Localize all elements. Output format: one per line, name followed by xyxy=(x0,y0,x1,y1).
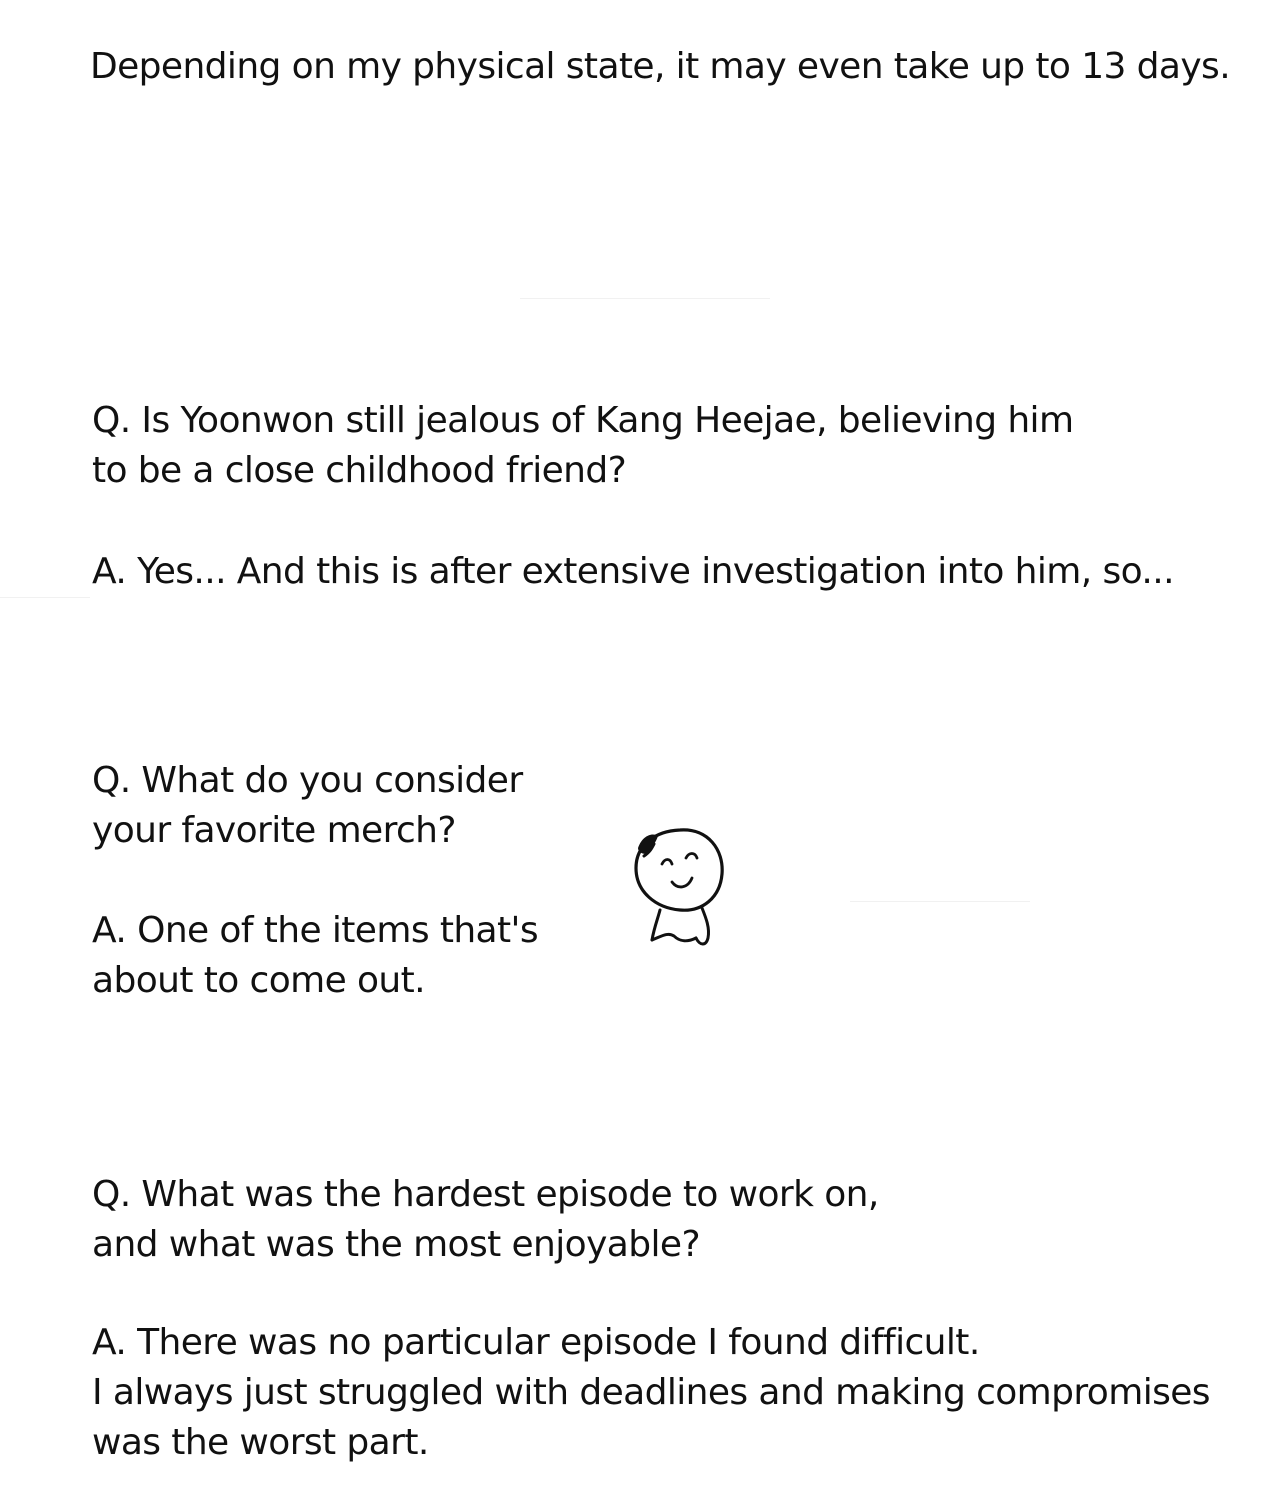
question-2-line-1: Q. What do you consider xyxy=(92,760,523,801)
answer-3-line-3: was the worst part. xyxy=(92,1422,429,1463)
question-1-line-2: to be a close childhood friend? xyxy=(92,450,627,491)
answer-3-line-1: A. There was no particular episode I found difficult. xyxy=(92,1322,980,1363)
answer-2-line-2: about to come out. xyxy=(92,960,425,1001)
faint-divider xyxy=(0,597,90,598)
smiling-character-doodle-icon xyxy=(622,818,734,954)
answer-2-line-1: A. One of the items that's xyxy=(92,910,538,951)
faint-divider xyxy=(850,901,1030,902)
question-3-line-2: and what was the most enjoyable? xyxy=(92,1224,700,1265)
faint-divider xyxy=(520,298,770,299)
question-1-line-1: Q. Is Yoonwon still jealous of Kang Heejae, believing him xyxy=(92,400,1074,441)
question-3-line-1: Q. What was the hardest episode to work on, xyxy=(92,1174,879,1215)
answer-1: A. Yes... And this is after extensive investigation into him, so... xyxy=(92,551,1174,592)
question-2-line-2: your favorite merch? xyxy=(92,810,456,851)
answer-3-line-2: I always just struggled with deadlines and making compromises xyxy=(92,1372,1210,1413)
intro-text: Depending on my physical state, it may even take up to 13 days. xyxy=(90,46,1231,87)
